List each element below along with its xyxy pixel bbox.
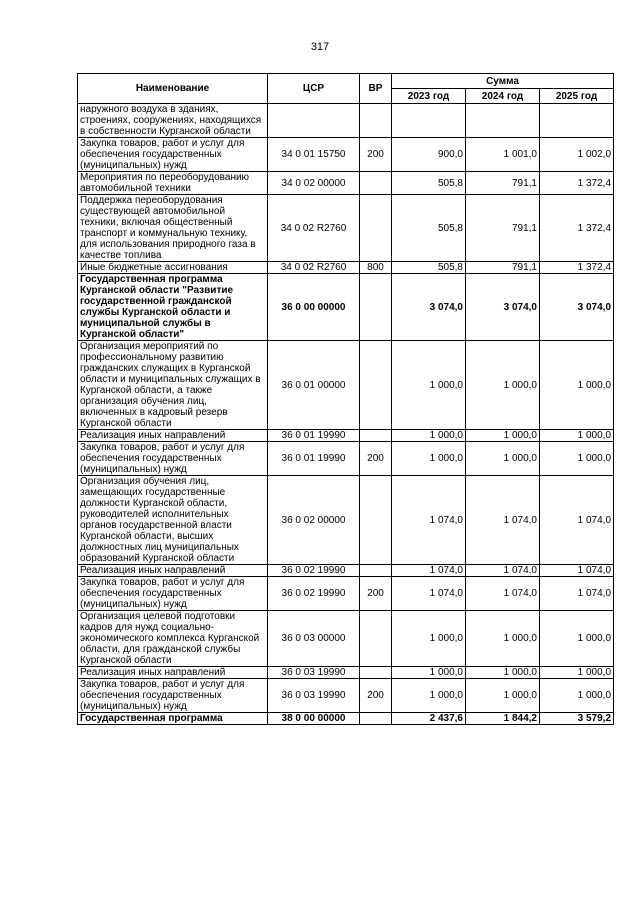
table-row: [78, 430, 614, 442]
row-csr: 36 0 01 19990: [268, 442, 360, 476]
row-sum-2024: 791,1: [466, 195, 540, 262]
row-vr: [360, 104, 392, 138]
row-sum-2023: [392, 104, 466, 138]
row-sum-2025: 1 000,0: [540, 679, 614, 713]
row-sum-2024: 1 844,2: [466, 713, 540, 725]
row-csr: 36 0 02 00000: [268, 476, 360, 565]
row-sum-2024: 791,1: [466, 262, 540, 274]
row-vr: [360, 430, 392, 442]
table-row: [78, 577, 614, 611]
table-row: [78, 341, 614, 430]
row-sum-2025: 1 372,4: [540, 262, 614, 274]
row-vr: 200: [360, 577, 392, 611]
row-name: Поддержка переоборудования существующей автомобильной техники, включая общественный транспорт и коммунальную технику, для использования природного газа в качестве топлива: [78, 195, 268, 262]
row-sum-2023: 1 074,0: [392, 577, 466, 611]
row-sum-2023: 505,8: [392, 195, 466, 262]
table-row: [78, 611, 614, 667]
row-sum-2023: 1 074,0: [392, 565, 466, 577]
row-vr: [360, 565, 392, 577]
table-row: [78, 195, 614, 262]
row-sum-2025: 1 074,0: [540, 476, 614, 565]
row-sum-2023: 505,8: [392, 172, 466, 195]
row-name: Мероприятия по переоборудованию автомобильной техники: [78, 172, 268, 195]
row-csr: [268, 104, 360, 138]
row-name: Организация обучения лиц, замещающих государственные должности Курганской области, руководителей исполнительных органов государственной власти Курганской области, высших должностных лиц муниципальных образований Курганской области: [78, 476, 268, 565]
row-csr: 36 0 03 19990: [268, 679, 360, 713]
row-sum-2024: 1 000,0: [466, 667, 540, 679]
row-sum-2025: 1 000,0: [540, 442, 614, 476]
row-sum-2025: 1 000,0: [540, 341, 614, 430]
header-year-2023: 2023 год: [392, 89, 466, 104]
table-row: [78, 476, 614, 565]
header-vr: ВР: [360, 74, 392, 104]
row-name: Иные бюджетные ассигнования: [78, 262, 268, 274]
table-row: [78, 138, 614, 172]
row-name: Закупка товаров, работ и услуг для обеспечения государственных (муниципальных) нужд: [78, 442, 268, 476]
row-sum-2024: 791,1: [466, 172, 540, 195]
row-vr: [360, 274, 392, 341]
row-sum-2024: 1 000,0: [466, 611, 540, 667]
row-sum-2023: 1 000,0: [392, 679, 466, 713]
row-sum-2023: 2 437,6: [392, 713, 466, 725]
row-sum-2025: 1 000,0: [540, 430, 614, 442]
row-sum-2024: 3 074,0: [466, 274, 540, 341]
row-vr: [360, 172, 392, 195]
table-row: [78, 172, 614, 195]
row-sum-2025: 1 000,0: [540, 667, 614, 679]
row-sum-2023: 1 000,0: [392, 667, 466, 679]
row-name: Реализация иных направлений: [78, 667, 268, 679]
row-csr: 34 0 02 00000: [268, 172, 360, 195]
row-name: Закупка товаров, работ и услуг для обеспечения государственных (муниципальных) нужд: [78, 138, 268, 172]
row-sum-2024: 1 000,0: [466, 430, 540, 442]
table-row: [78, 667, 614, 679]
row-sum-2025: 1 074,0: [540, 565, 614, 577]
row-name: Реализация иных направлений: [78, 430, 268, 442]
row-sum-2023: 1 000,0: [392, 341, 466, 430]
header-name: Наименование: [78, 74, 268, 104]
row-sum-2023: 1 000,0: [392, 430, 466, 442]
row-csr: 36 0 01 00000: [268, 341, 360, 430]
table-row: [78, 274, 614, 341]
row-sum-2025: 1 372,4: [540, 172, 614, 195]
table-header: [78, 74, 614, 104]
table-body: [78, 104, 614, 725]
row-csr: 38 0 00 00000: [268, 713, 360, 725]
table-row: [78, 679, 614, 713]
row-csr: 34 0 02 R2760: [268, 195, 360, 262]
header-year-2024: 2024 год: [466, 89, 540, 104]
row-name: Организация целевой подготовки кадров для нужд социально-экономического комплекса Курганской области, для гражданской службы Курганской области: [78, 611, 268, 667]
row-sum-2023: 505,8: [392, 262, 466, 274]
header-sum: Сумма: [392, 74, 614, 89]
row-name: Закупка товаров, работ и услуг для обеспечения государственных (муниципальных) нужд: [78, 577, 268, 611]
row-sum-2024: 1 000,0: [466, 679, 540, 713]
row-sum-2024: 1 074,0: [466, 476, 540, 565]
row-name: Реализация иных направлений: [78, 565, 268, 577]
row-vr: 800: [360, 262, 392, 274]
row-vr: 200: [360, 138, 392, 172]
row-sum-2024: 1 000,0: [466, 341, 540, 430]
table-row: [78, 565, 614, 577]
row-vr: [360, 713, 392, 725]
row-sum-2023: 900,0: [392, 138, 466, 172]
row-name: Закупка товаров, работ и услуг для обеспечения государственных (муниципальных) нужд: [78, 679, 268, 713]
row-vr: 200: [360, 442, 392, 476]
row-sum-2024: 1 074,0: [466, 577, 540, 611]
row-sum-2025: 3 579,2: [540, 713, 614, 725]
table-row: [78, 104, 614, 138]
table-row: [78, 262, 614, 274]
row-sum-2023: 1 000,0: [392, 611, 466, 667]
row-vr: [360, 341, 392, 430]
row-csr: 36 0 00 00000: [268, 274, 360, 341]
row-sum-2025: 1 372,4: [540, 195, 614, 262]
row-csr: 36 0 02 19990: [268, 565, 360, 577]
row-name: Организация мероприятий по профессиональному развитию гражданских служащих в Курганской области и муниципальных служащих в Курганской области, а также организация обучения лиц, включенных в кадровый резерв Курганской области: [78, 341, 268, 430]
row-sum-2025: 1 074,0: [540, 577, 614, 611]
row-csr: 36 0 03 00000: [268, 611, 360, 667]
table-row: [78, 713, 614, 725]
row-sum-2023: 1 074,0: [392, 476, 466, 565]
row-sum-2025: 1 002,0: [540, 138, 614, 172]
row-sum-2025: 1 000,0: [540, 611, 614, 667]
table-row: [78, 442, 614, 476]
header-csr: ЦСР: [268, 74, 360, 104]
header-year-2025: 2025 год: [540, 89, 614, 104]
row-vr: [360, 611, 392, 667]
row-name: Государственная программа: [78, 713, 268, 725]
row-sum-2024: [466, 104, 540, 138]
budget-table: [77, 73, 614, 725]
row-sum-2024: 1 074,0: [466, 565, 540, 577]
row-csr: 34 0 02 R2760: [268, 262, 360, 274]
row-csr: 36 0 03 19990: [268, 667, 360, 679]
row-sum-2025: [540, 104, 614, 138]
row-csr: 36 0 01 19990: [268, 430, 360, 442]
row-csr: 36 0 02 19990: [268, 577, 360, 611]
row-vr: 200: [360, 679, 392, 713]
row-sum-2024: 1 001,0: [466, 138, 540, 172]
row-vr: [360, 476, 392, 565]
row-sum-2024: 1 000,0: [466, 442, 540, 476]
row-name: наружного воздуха в зданиях, строениях, сооружениях, находящихся в собственности Курганской области: [78, 104, 268, 138]
row-vr: [360, 667, 392, 679]
row-sum-2025: 3 074,0: [540, 274, 614, 341]
row-vr: [360, 195, 392, 262]
page-number: 317: [310, 41, 330, 53]
row-name: Государственная программа Курганской области "Развитие государственной гражданской службы Курганской области и муниципальной службы в Курганской области": [78, 274, 268, 341]
row-csr: 34 0 01 15750: [268, 138, 360, 172]
row-sum-2023: 3 074,0: [392, 274, 466, 341]
row-sum-2023: 1 000,0: [392, 442, 466, 476]
